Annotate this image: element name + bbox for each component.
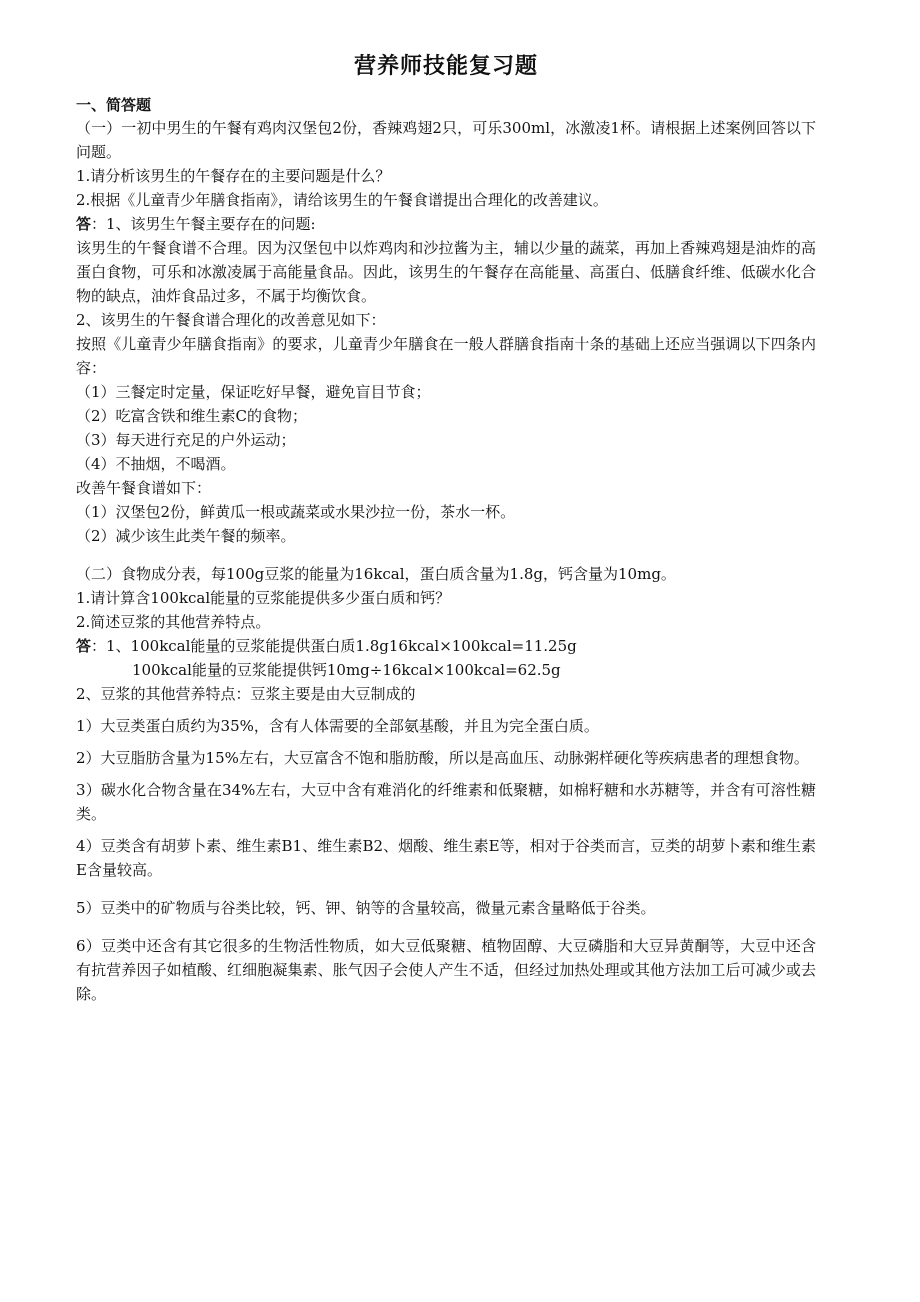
answer-label: 答 <box>76 637 92 655</box>
case2-feature-6: 6）豆类中还含有其它很多的生物活性物质，如大豆低聚糖、植物固醇、大豆磷脂和大豆异黄酮等，大豆中还含有抗营养因子如植酸、红细胞凝集素、胀气因子会使人产生不适，但经过加热处理或其他方法加工后可减少或去除。 <box>76 937 816 1003</box>
section-heading: 一、简答题 <box>76 96 152 114</box>
spacer <box>76 826 816 834</box>
case2-answer-first: ：1、100kcal能量的豆浆能提供蛋白质1.8g16kcal×100kcal=11.25g <box>91 637 577 655</box>
case1-answer2-paragraph: 按照《儿童青少年膳食指南》的要求，儿童青少年膳食在一般人群膳食指南十条的基础上还应当强调以下四条内容： <box>76 335 816 377</box>
spacer <box>76 548 816 562</box>
case1-improve-point-1: （1）汉堡包2份，鲜黄瓜一根或蔬菜或水果沙拉一份，茶水一杯。 <box>76 503 516 521</box>
case1-point-4: （4）不抽烟，不喝酒。 <box>76 455 236 473</box>
case2-feature-5: 5）豆类中的矿物质与谷类比较，钙、钾、钠等的含量较高，微量元素含量略低于谷类。 <box>76 899 656 917</box>
document-page <box>76 52 816 1006</box>
document-title: 营养师技能复习题 <box>353 54 538 79</box>
answer-label: 答 <box>76 215 92 233</box>
case1-answer-line <box>76 212 816 236</box>
case1-point-3: （3）每天进行充足的户外运动； <box>76 431 296 449</box>
case1-answer-first: ：1、该男生午餐主要存在的问题: <box>91 215 316 233</box>
case2-feature-2: 2）大豆脂肪含量为15%左右，大豆富含不饱和脂肪酸，所以是高血压、动脉粥样硬化等疾病患者的理想食物。 <box>76 749 809 767</box>
case1-question-2: 2.根据《儿童青少年膳食指南》，请给该男生的午餐食谱提出合理化的改善建议。 <box>76 191 608 209</box>
case2-question-1: 1.请计算含100kcal能量的豆浆能提供多少蛋白质和钙？ <box>76 589 451 607</box>
case1-improve-point-2: （2）减少该生此类午餐的频率。 <box>76 527 296 545</box>
case1-answer-paragraph: 该男生的午餐食谱不合理。因为汉堡包中以炸鸡肉和沙拉酱为主，辅以少量的蔬菜，再加上香辣鸡翅是油炸的高蛋白食物，可乐和冰激凌属于高能量食品。因此，该男生的午餐存在高能量、高蛋白、低膳食纤维、低碳水化合物的缺点，油炸食品过多，不属于均衡饮食。 <box>76 239 816 305</box>
case1-answer2-heading: 2、该男生的午餐食谱合理化的改善意见如下： <box>76 311 386 329</box>
spacer <box>76 738 816 746</box>
case1-question-1: 1.请分析该男生的午餐存在的主要问题是什么？ <box>76 167 391 185</box>
spacer <box>76 706 816 714</box>
case1-point-1: （1）三餐定时定量，保证吃好早餐，避免盲目节食； <box>76 383 431 401</box>
case1-point-2: （2）吃富含铁和维生素C的食物； <box>76 407 308 425</box>
case2-answer-second: 100kcal能量的豆浆能提供钙10mg÷16kcal×100kcal=62.5g <box>132 661 561 679</box>
spacer <box>76 770 816 778</box>
case2-feature-4: 4）豆类含有胡萝卜素、维生素B1、维生素B2、烟酸、维生素E等，相对于谷类而言，豆类的胡萝卜素和维生素E含量较高。 <box>76 837 816 879</box>
spacer <box>76 882 816 896</box>
case2-feature-3: 3）碳水化合物含量在34%左右，大豆中含有难消化的纤维素和低聚糖，如棉籽糖和水苏糖等，并含有可溶性糖类。 <box>76 781 816 823</box>
case1-improve-heading: 改善午餐食谱如下： <box>76 479 212 497</box>
case2-question-2: 2.简述豆浆的其他营养特点。 <box>76 613 271 631</box>
case1-intro: （一）一初中男生的午餐有鸡肉汉堡包2份，香辣鸡翅2只，可乐300ml，冰激凌1杯。请根据上述案例回答以下问题。 <box>76 119 816 161</box>
case2-answer2-heading: 2、豆浆的其他营养特点：豆浆主要是由大豆制成的 <box>76 685 416 703</box>
case2-intro: （二）食物成分表，每100g豆浆的能量为16kcal，蛋白质含量为1.8g，钙含量为10mg。 <box>76 565 676 583</box>
spacer <box>76 920 816 934</box>
case2-feature-1: 1）大豆类蛋白质约为35%，含有人体需要的全部氨基酸，并且为完全蛋白质。 <box>76 717 599 735</box>
case2-answer-line <box>76 634 816 658</box>
